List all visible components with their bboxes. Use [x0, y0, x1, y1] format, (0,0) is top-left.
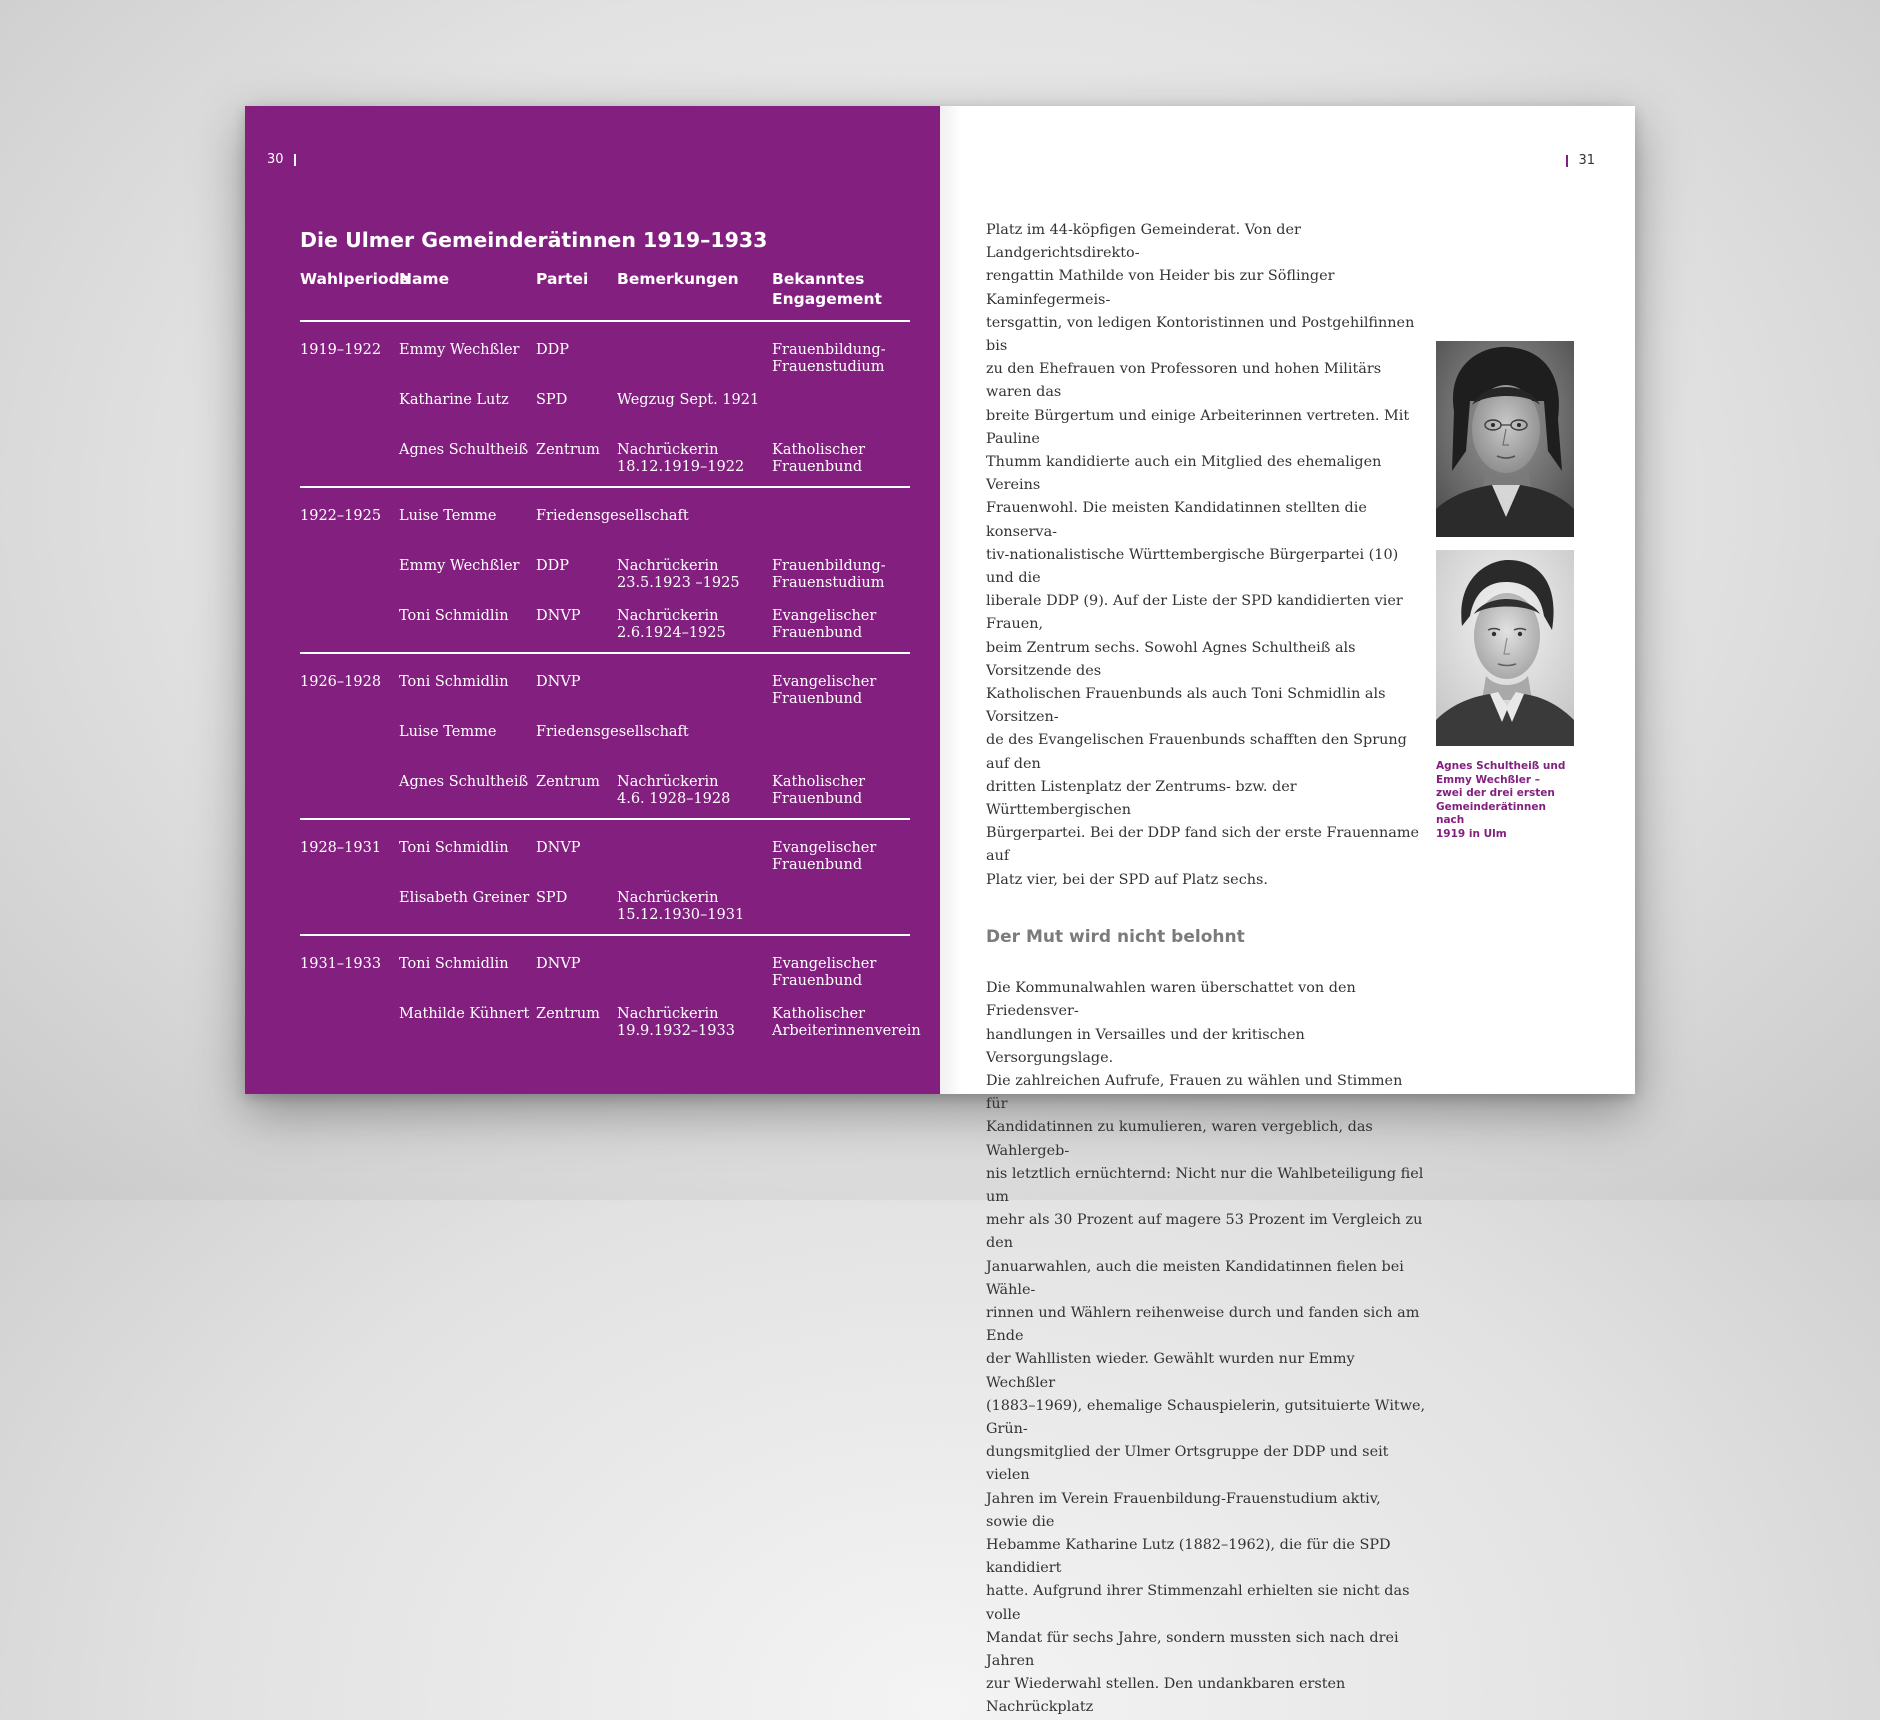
table-title: Die Ulmer Gemeinderätinnen 1919–1933 — [300, 228, 768, 252]
text-line: Thumm kandidierte auch ein Mitglied des ehemaligen Vereins — [986, 454, 1382, 494]
left-page — [245, 106, 940, 1094]
text-line: liberale DDP (9). Auf der Liste der SPD kandidierten vier Frauen, — [986, 593, 1403, 633]
cell-engagement — [772, 442, 865, 475]
text-line: (1883–1969), ehemalige Schauspielerin, gutsituierte Witwe, Grün- — [986, 1397, 1426, 1437]
cell-party: Friedensgesellschaft — [536, 508, 689, 524]
body-text-column — [986, 219, 1426, 1720]
text-line: Jahren im Verein Frauenbildung-Frauenstudium aktiv, sowie die — [986, 1490, 1381, 1530]
text-line: Die zahlreichen Aufrufe, Frauen zu wählen und Stimmen für — [986, 1072, 1403, 1113]
table-row — [300, 558, 910, 608]
text-line: Hebamme Katharine Lutz (1882–1962), die für die SPD kandidiert — [986, 1536, 1391, 1577]
caption-line: zwei der drei ersten — [1436, 787, 1555, 799]
cell-party: Zentrum — [536, 774, 600, 790]
page-number-30: 30 — [267, 152, 284, 167]
period-group — [300, 936, 921, 1050]
cell-name: Toni Schmidlin — [399, 956, 509, 972]
page-number-left — [267, 152, 296, 167]
text-line: dritten Listenplatz der Zentrums- bzw. der Württembergischen — [986, 778, 1297, 819]
text-line: nis letztlich ernüchternd: Nicht nur die Wahlbeteiligung fiel um — [986, 1165, 1424, 1205]
cell-party: DDP — [536, 558, 570, 574]
cell-engagement-line1: Evangelischer — [772, 608, 877, 624]
header-party: Partei — [536, 270, 589, 288]
cell-remarks-line1: Nachrückerin — [617, 442, 719, 458]
cell-engagement — [772, 674, 876, 707]
page-number-31: 31 — [1578, 153, 1595, 168]
photo-caption — [1436, 760, 1576, 841]
cell-remarks — [617, 890, 744, 923]
table-row — [300, 956, 910, 1006]
portrait-photo-agnes-schultheiss — [1436, 341, 1574, 537]
cell-name: Katharine Lutz — [399, 392, 509, 408]
cell-engagement-line2: Frauenbund — [772, 856, 863, 873]
cell-remarks — [617, 1006, 735, 1039]
cell-engagement-line1: Evangelischer — [772, 674, 877, 690]
text-line: dungsmitglied der Ulmer Ortsgruppe der DDP und seit vielen — [986, 1444, 1389, 1484]
gutter-shadow — [940, 106, 962, 1094]
cell-party: SPD — [536, 890, 568, 906]
cell-party: DNVP — [536, 956, 581, 972]
cell-name: Toni Schmidlin — [399, 608, 509, 624]
table-row — [300, 674, 910, 724]
cell-party: DNVP — [536, 608, 581, 624]
text-line: mehr als 30 Prozent auf magere 53 Prozent im Vergleich zu den — [986, 1212, 1423, 1252]
cell-party: DNVP — [536, 674, 581, 690]
text-line: Die Kommunalwahlen waren überschattet von den Friedensver- — [986, 980, 1356, 1020]
table-row — [300, 442, 910, 486]
table-row — [300, 508, 910, 558]
table-row — [300, 392, 910, 442]
cell-engagement-line1: Katholischer — [772, 774, 866, 790]
caption-line: Emmy Wechßler – — [1436, 773, 1540, 786]
caption-line: Agnes Schultheiß und — [1436, 760, 1566, 772]
text-line: Januarwahlen, auch die meisten Kandidatinnen fielen bei Wähle- — [986, 1258, 1404, 1298]
cell-engagement-line1: Katholischer — [772, 1006, 866, 1022]
header-name: Name — [399, 270, 450, 288]
cell-remarks-line2: 15.12.1930–1931 — [617, 906, 745, 923]
cell-remarks-line2: 19.9.1932–1933 — [617, 1022, 735, 1039]
cell-engagement-line2: Frauenbund — [772, 790, 863, 807]
cell-remarks — [617, 558, 740, 591]
cell-party: DDP — [536, 342, 570, 358]
cell-engagement-line1: Evangelischer — [772, 956, 877, 972]
cell-engagement-line2: Frauenbund — [772, 458, 863, 475]
cell-party: SPD — [536, 392, 568, 408]
cell-name: Emmy Wechßler — [399, 342, 520, 358]
period-group — [300, 820, 910, 934]
header-remarks: Bemerkungen — [617, 270, 739, 288]
cell-remarks — [617, 608, 726, 641]
cell-name: Mathilde Kühnert — [399, 1006, 530, 1022]
cell-party: Zentrum — [536, 1006, 600, 1022]
paragraph-2 — [986, 977, 1426, 1720]
cell-name: Luise Temme — [399, 724, 497, 740]
cell-remarks-line1: Nachrückerin — [617, 890, 719, 906]
cell-engagement-line1: Katholischer — [772, 442, 866, 458]
text-line: der Wahllisten wieder. Gewählt wurden nur Emmy Wechßler — [986, 1351, 1355, 1391]
table-row — [300, 724, 910, 774]
cell-remarks — [617, 442, 744, 475]
cell-period: 1931–1933 — [300, 956, 382, 972]
cell-engagement-line2: Frauenbund — [772, 972, 863, 989]
cell-remarks-line2: 18.12.1919–1922 — [617, 458, 745, 475]
cell-remarks-line1: Nachrückerin — [617, 774, 719, 790]
cell-engagement-line1: Frauenbildung- — [772, 342, 886, 358]
cell-engagement — [772, 956, 876, 989]
page-marker-bar — [1566, 155, 1568, 167]
table-row — [300, 342, 910, 392]
text-line: hatte. Aufgrund ihrer Stimmenzahl erhielten sie nicht das volle — [986, 1583, 1410, 1623]
period-group — [300, 654, 910, 818]
cell-engagement-line2: Frauenbund — [772, 690, 863, 707]
table-header — [300, 269, 910, 309]
table-body — [300, 320, 921, 1050]
table-row — [300, 1006, 921, 1050]
text-line: beim Zentrum sechs. Sowohl Agnes Schultheiß als Vorsitzende des — [986, 639, 1356, 679]
text-line: Platz vier, bei der SPD auf Platz sechs. — [986, 871, 1268, 888]
text-line: zur Wiederwahl stellen. Den undankbaren ersten Nachrückplatz — [986, 1676, 1346, 1716]
cell-name: Elisabeth Greiner — [399, 890, 530, 906]
section-subheading: Der Mut wird nicht belohnt — [986, 926, 1245, 947]
cell-remarks — [617, 392, 759, 409]
book-spread — [245, 106, 1635, 1716]
cell-name: Luise Temme — [399, 508, 497, 524]
text-line: tersgattin, von ledigen Kontoristinnen und Postgehilfinnen bis — [986, 314, 1415, 355]
text-line: Bürgerpartei. Bei der DDP fand sich der erste Frauenname auf — [986, 825, 1420, 865]
cell-party: Friedensgesellschaft — [536, 724, 689, 740]
text-line: de des Evangelischen Frauenbunds schafften den Sprung auf den — [986, 732, 1407, 772]
cell-remarks-line2: 2.6.1924–1925 — [617, 624, 726, 641]
cell-engagement — [772, 342, 886, 375]
cell-remarks-line2: 4.6. 1928–1928 — [617, 790, 731, 807]
cell-name: Agnes Schultheiß — [399, 774, 529, 790]
caption-line: Gemeinderätinnen nach — [1436, 800, 1546, 826]
text-line: Frauenwohl. Die meisten Kandidatinnen stellten die konserva- — [986, 500, 1367, 540]
text-line: handlungen in Versailles und der kritischen Versorgungslage. — [986, 1026, 1305, 1066]
cell-name: Toni Schmidlin — [399, 840, 509, 856]
cell-period: 1919–1922 — [300, 342, 382, 358]
text-line: Platz im 44-köpfigen Gemeinderat. Von der Landgerichtsdirekto- — [986, 222, 1301, 262]
cell-engagement — [772, 1006, 921, 1039]
cell-name: Emmy Wechßler — [399, 558, 520, 574]
cell-period: 1922–1925 — [300, 508, 382, 524]
page-number-right — [1566, 153, 1595, 168]
cell-engagement-line2: Frauenbund — [772, 624, 863, 641]
cell-engagement — [772, 608, 876, 641]
cell-remarks-line1: Nachrückerin — [617, 558, 719, 574]
period-group — [300, 488, 910, 652]
period-group — [300, 322, 910, 486]
header-engagement-line1: Bekanntes — [772, 270, 865, 288]
cell-remarks-line1: Nachrückerin — [617, 608, 719, 624]
cell-engagement-line2: Frauenstudium — [772, 358, 885, 375]
text-line: rengattin Mathilde von Heider bis zur Söflinger Kaminfegermeis- — [986, 268, 1335, 308]
portrait-photo-emmy-wechssler — [1436, 550, 1574, 746]
cell-remarks — [617, 774, 730, 807]
cell-remarks-line2: 23.5.1923 –1925 — [617, 574, 740, 591]
right-page — [940, 106, 1635, 1716]
table-row — [300, 890, 910, 934]
header-engagement — [772, 269, 882, 309]
cell-engagement-line1: Evangelischer — [772, 840, 877, 856]
cell-engagement — [772, 840, 876, 873]
cell-engagement-line2: Arbeiterinnenverein — [772, 1022, 921, 1039]
table-row — [300, 840, 910, 890]
page-marker-bar — [294, 154, 296, 166]
cell-name: Toni Schmidlin — [399, 674, 509, 690]
header-engagement-line2: Engagement — [772, 290, 882, 308]
cell-remarks-line1: Wegzug Sept. 1921 — [617, 392, 760, 408]
cell-period: 1926–1928 — [300, 674, 382, 690]
text-line: tiv-nationalistische Württembergische Bürgerpartei (10) und die — [986, 546, 1399, 587]
header-period: Wahlperiode — [300, 270, 411, 288]
cell-remarks-line1: Nachrückerin — [617, 1006, 719, 1022]
text-line: rinnen und Wählern reihenweise durch und fanden sich am Ende — [986, 1304, 1420, 1345]
cell-engagement — [772, 558, 886, 591]
text-line: zu den Ehefrauen von Professoren und hohen Militärs waren das — [986, 361, 1382, 401]
table-row — [300, 774, 910, 818]
text-line: Katholischen Frauenbunds als auch Toni Schmidlin als Vorsitzen- — [986, 686, 1386, 726]
paragraph-1 — [986, 219, 1426, 892]
cell-name: Agnes Schultheiß — [399, 442, 529, 458]
cell-engagement — [772, 774, 865, 807]
cell-engagement-line1: Frauenbildung- — [772, 558, 886, 574]
cell-party: Zentrum — [536, 442, 600, 458]
cell-engagement-line2: Frauenstudium — [772, 574, 885, 591]
caption-line: 1919 in Ulm — [1436, 827, 1507, 840]
cell-party: DNVP — [536, 840, 581, 856]
table-row — [300, 608, 910, 652]
text-line: breite Bürgertum und einige Arbeiterinnen vertreten. Mit Pauline — [986, 407, 1410, 447]
text-line: Kandidatinnen zu kumulieren, waren vergeblich, das Wahlergeb- — [986, 1119, 1373, 1159]
cell-period: 1928–1931 — [300, 840, 382, 856]
text-line: Mandat für sechs Jahre, sondern mussten sich nach drei Jahren — [986, 1629, 1399, 1669]
